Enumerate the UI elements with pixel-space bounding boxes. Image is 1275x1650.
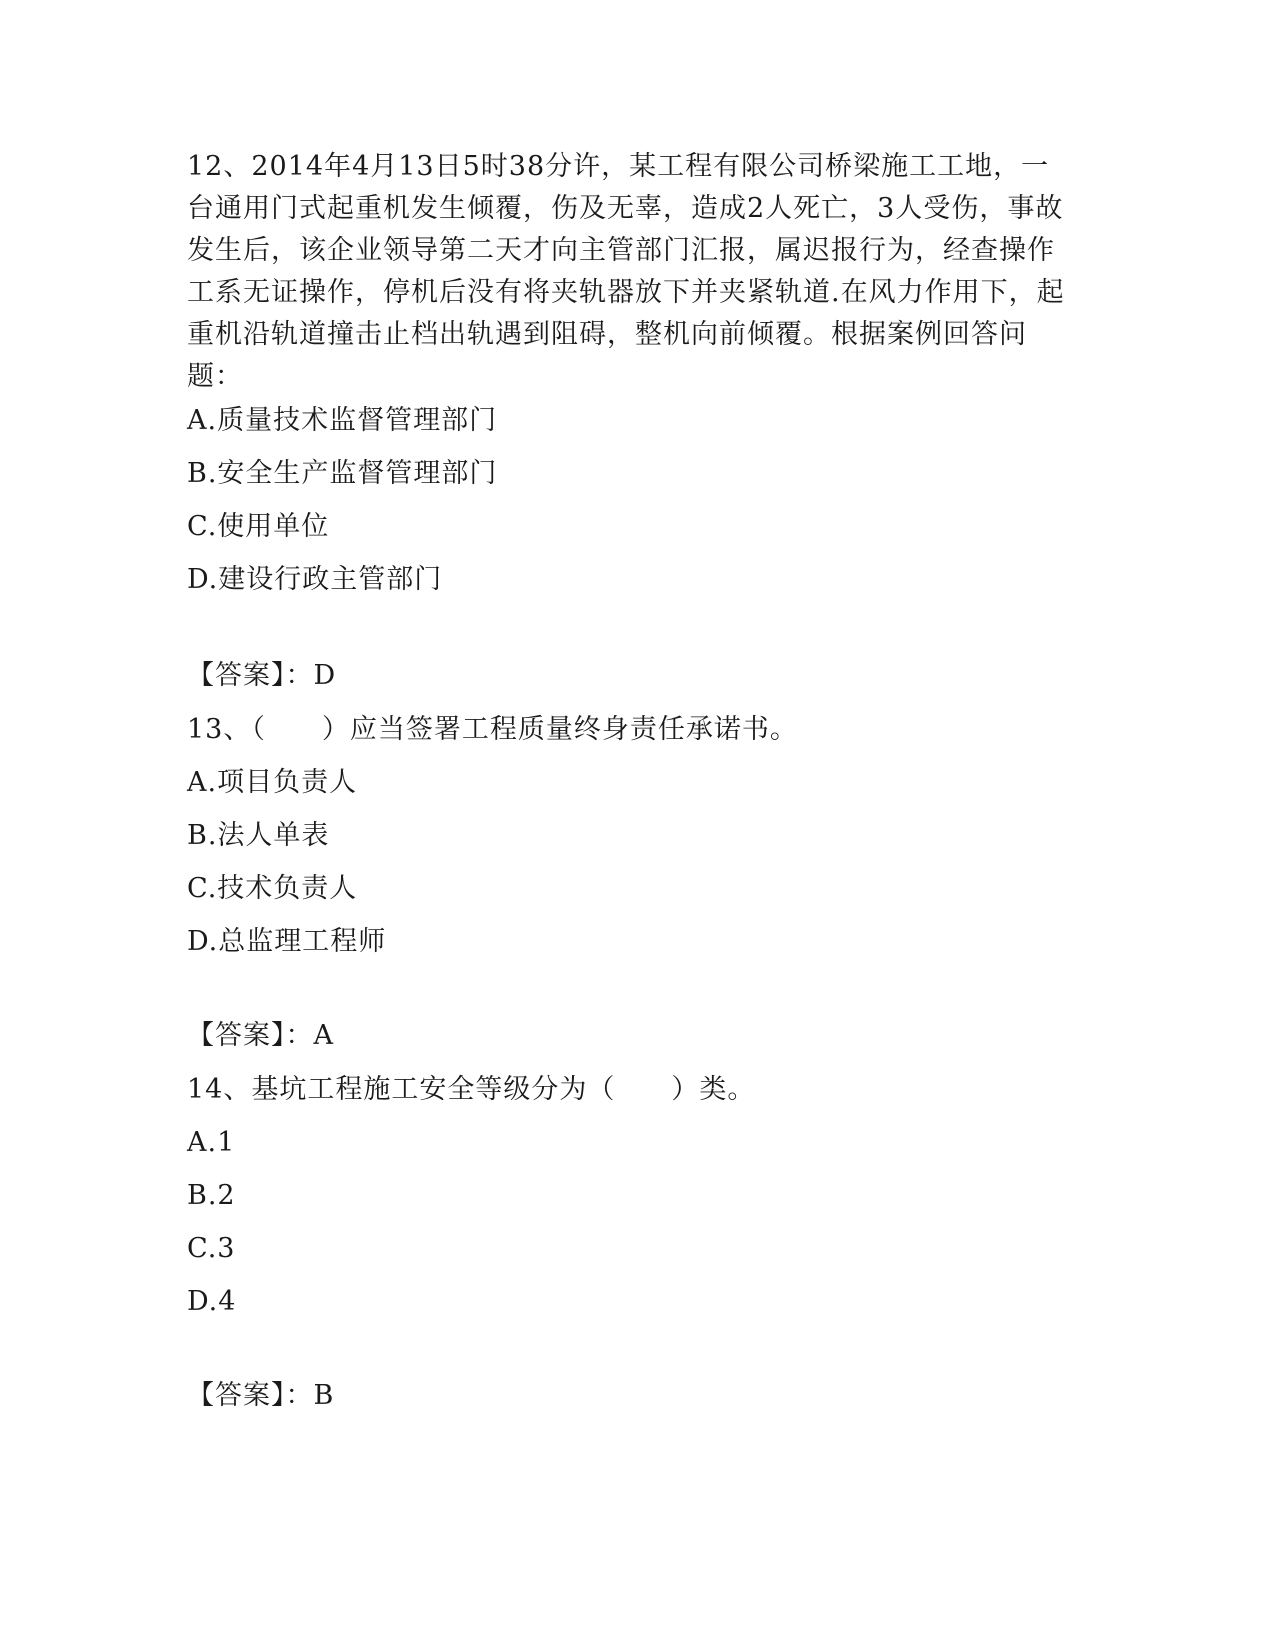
question-13-option-d: D.总监理工程师	[187, 926, 387, 957]
question-14-answer: 【答案】：B	[187, 1380, 335, 1411]
question-13-option-b: B.法人单表	[187, 820, 330, 851]
question-13-option-c: C.技术负责人	[187, 873, 358, 904]
question-14-option-c: C.3	[187, 1233, 236, 1264]
question-13-option-a: A.项目负责人	[187, 767, 358, 798]
question-12-answer: 【答案】：D	[187, 660, 337, 691]
question-14-stem: 14、基坑工程施工安全等级分为（ ）类。	[187, 1074, 756, 1105]
question-13-stem: 13、（ ）应当签署工程质量终身责任承诺书。	[187, 714, 798, 745]
question-12-option-d: D.建设行政主管部门	[187, 564, 443, 595]
question-14-option-d: D.4	[187, 1286, 237, 1317]
question-14-option-b: B.2	[187, 1180, 236, 1211]
question-12-option-c: C.使用单位	[187, 511, 330, 542]
question-14-option-a: A.1	[187, 1127, 236, 1158]
question-12-option-b: B.安全生产监督管理部门	[187, 458, 498, 489]
question-12-stem: 12、2014年4月13日5时38分许，某工程有限公司桥梁施工工地，一台通用门式起重机发生倾覆，伤及无辜，造成2人死亡，3人受伤，事故发生后，该企业领导第二天才向主管部门汇报，属迟报行为，经查操作工系无证操作，停机后没有将夹轨器放下并夹紧轨道.在风力作用下，起重机沿轨道撞击止档出轨遇到阻碍，整机向前倾覆。根据案例回答问题：	[187, 151, 1065, 392]
question-13-answer: 【答案】：A	[187, 1020, 334, 1051]
question-12-option-a: A.质量技术监督管理部门	[187, 405, 498, 436]
